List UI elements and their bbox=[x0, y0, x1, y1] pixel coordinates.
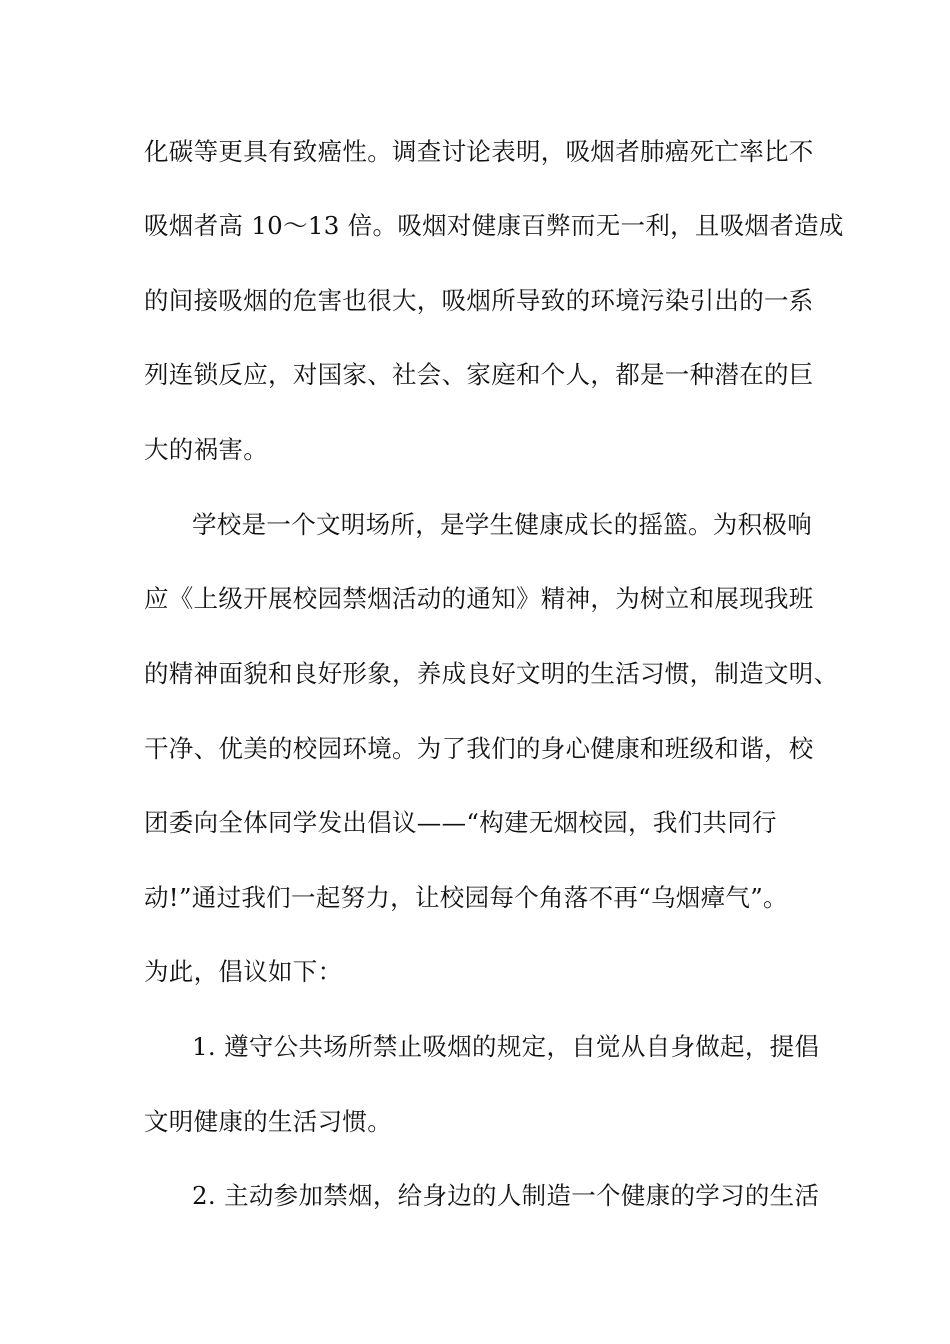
text-line: 干净、优美的校园环境。为了我们的身心健康和班级和谐，校 bbox=[144, 734, 814, 763]
text-line: 的精神面貌和良好形象，养成良好文明的生活习惯，制造文明、 bbox=[144, 659, 839, 688]
paragraph-start-line: 学校是一个文明场所，是学生健康成长的摇篮。为积极响 bbox=[192, 510, 812, 539]
list-item-1-line: 1. 遵守公共场所禁止吸烟的规定，自觉从自身做起，提倡 bbox=[192, 1032, 820, 1061]
text-line: 应《上级开展校园禁烟活动的通知》精神，为树立和展现我班 bbox=[144, 584, 814, 613]
text-line: 团委向全体同学发出倡议——“构建无烟校园，我们共同行 bbox=[144, 808, 777, 837]
text-line: 动!”通过我们一起努力，让校园每个角落不再“乌烟瘴气”。 bbox=[144, 883, 788, 912]
text-line: 的间接吸烟的危害也很大，吸烟所导致的环境污染引出的一系 bbox=[144, 286, 814, 315]
list-item-2-line: 2. 主动参加禁烟，给身边的人制造一个健康的学习的生活 bbox=[192, 1181, 820, 1210]
text-line: 文明健康的生活习惯。 bbox=[144, 1107, 392, 1136]
text-line: 吸烟者高 10～13 倍。吸烟对健康百弊而无一利，且吸烟者造成 bbox=[144, 211, 844, 240]
text-line: 列连锁反应，对国家、社会、家庭和个人，都是一种潜在的巨 bbox=[144, 360, 814, 389]
text-line: 为此，倡议如下： bbox=[144, 957, 343, 986]
text-line: 大的祸害。 bbox=[144, 435, 268, 464]
text-line: 化碳等更具有致癌性。调查讨论表明，吸烟者肺癌死亡率比不 bbox=[144, 137, 814, 166]
